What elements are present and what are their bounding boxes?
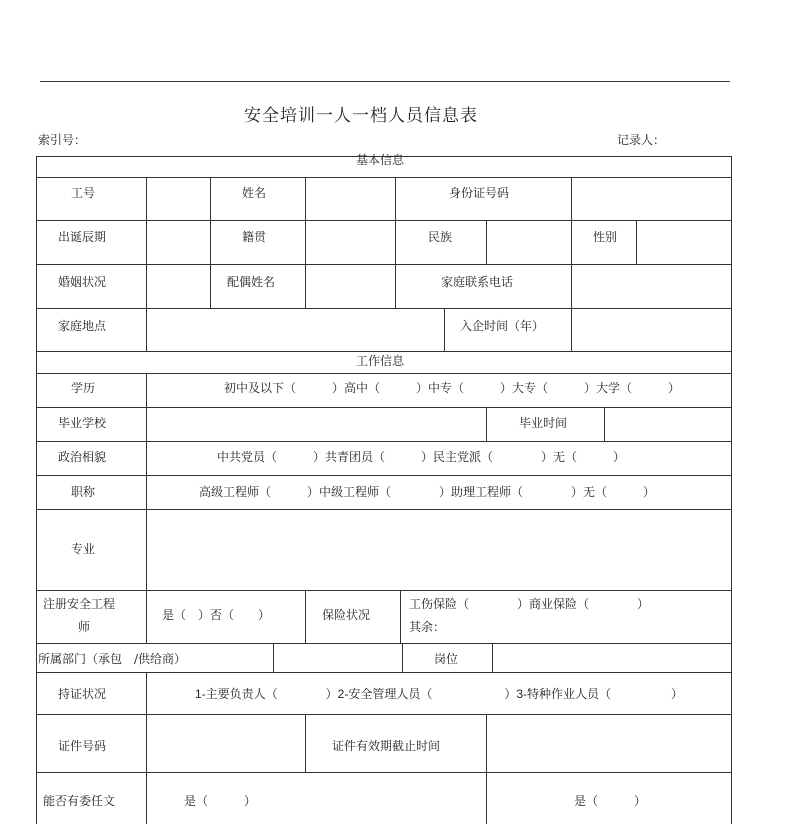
title-rank-options: 高级工程师（ ）中级工程师（ ）助理工程师（ ）无（ ） xyxy=(199,485,656,499)
label-reg-safety-engineer: 注册安全工程 xyxy=(43,597,116,611)
label-ethnicity: 民族 xyxy=(428,230,453,244)
recorder-label: 记录人： xyxy=(617,133,666,147)
label-cert-no: 证件号码 xyxy=(58,739,107,753)
label-education: 学历 xyxy=(71,381,96,395)
label-post: 岗位 xyxy=(434,652,459,666)
label-gender: 性别 xyxy=(593,230,618,244)
section-work-info: 工作信息 xyxy=(356,354,405,368)
page-title: 安全培训一人一档人员信息表 xyxy=(244,106,478,126)
label-id-no: 身份证号码 xyxy=(449,186,510,200)
reg-safety-options: 是（ ）否（ ） xyxy=(162,608,271,622)
label-reg-safety-engineer-cont: 师 xyxy=(78,620,91,634)
label-spouse-name: 配偶姓名 xyxy=(227,275,276,289)
insurance-other: 其余： xyxy=(409,620,446,634)
appointment-yes-right: 是（ ） xyxy=(574,794,647,808)
label-join-date: 入企时间（年） xyxy=(460,319,545,333)
political-options: 中共党员（ ）共青团员（ ）民主党派（ ）无（ ） xyxy=(217,450,626,464)
label-birth-date: 出诞辰期 xyxy=(58,230,107,244)
label-grad-date: 毕业时间 xyxy=(519,416,568,430)
education-options: 初中及以下（ ）高中（ ）中专（ ）大专（ ）大学（ ） xyxy=(224,381,681,395)
top-rule xyxy=(40,81,730,82)
index-label: 索引号： xyxy=(38,133,87,147)
label-native-place: 籍贯 xyxy=(242,230,267,244)
label-cert-expiry: 证件有效期截止时间 xyxy=(332,739,441,753)
label-department: 所属部门（承包 /供给商） xyxy=(38,652,187,666)
insurance-options: 工伤保险（ ）商业保险（ ） xyxy=(409,597,650,611)
label-marital: 婚姻状况 xyxy=(58,275,107,289)
label-home-phone: 家庭联系电话 xyxy=(441,275,514,289)
label-home-address: 家庭地点 xyxy=(58,319,107,333)
label-school: 毕业学校 xyxy=(58,416,107,430)
label-appointment: 能否有委任文 xyxy=(43,794,116,808)
label-major: 专业 xyxy=(71,542,96,556)
label-title-rank: 职称 xyxy=(71,485,96,499)
label-cert-status: 持证状况 xyxy=(58,687,107,701)
label-political: 政治相貌 xyxy=(58,450,107,464)
label-insurance: 保险状况 xyxy=(322,608,371,622)
label-name: 姓名 xyxy=(242,186,267,200)
cert-status-options: 1-主要负责人（ ）2-安全管理人员（ ）3-特种作业人员（ ） xyxy=(195,687,684,701)
section-basic-info: 基本信息 xyxy=(356,153,405,167)
appointment-yes-left: 是（ ） xyxy=(184,794,257,808)
label-job-no: 工号 xyxy=(71,186,96,200)
